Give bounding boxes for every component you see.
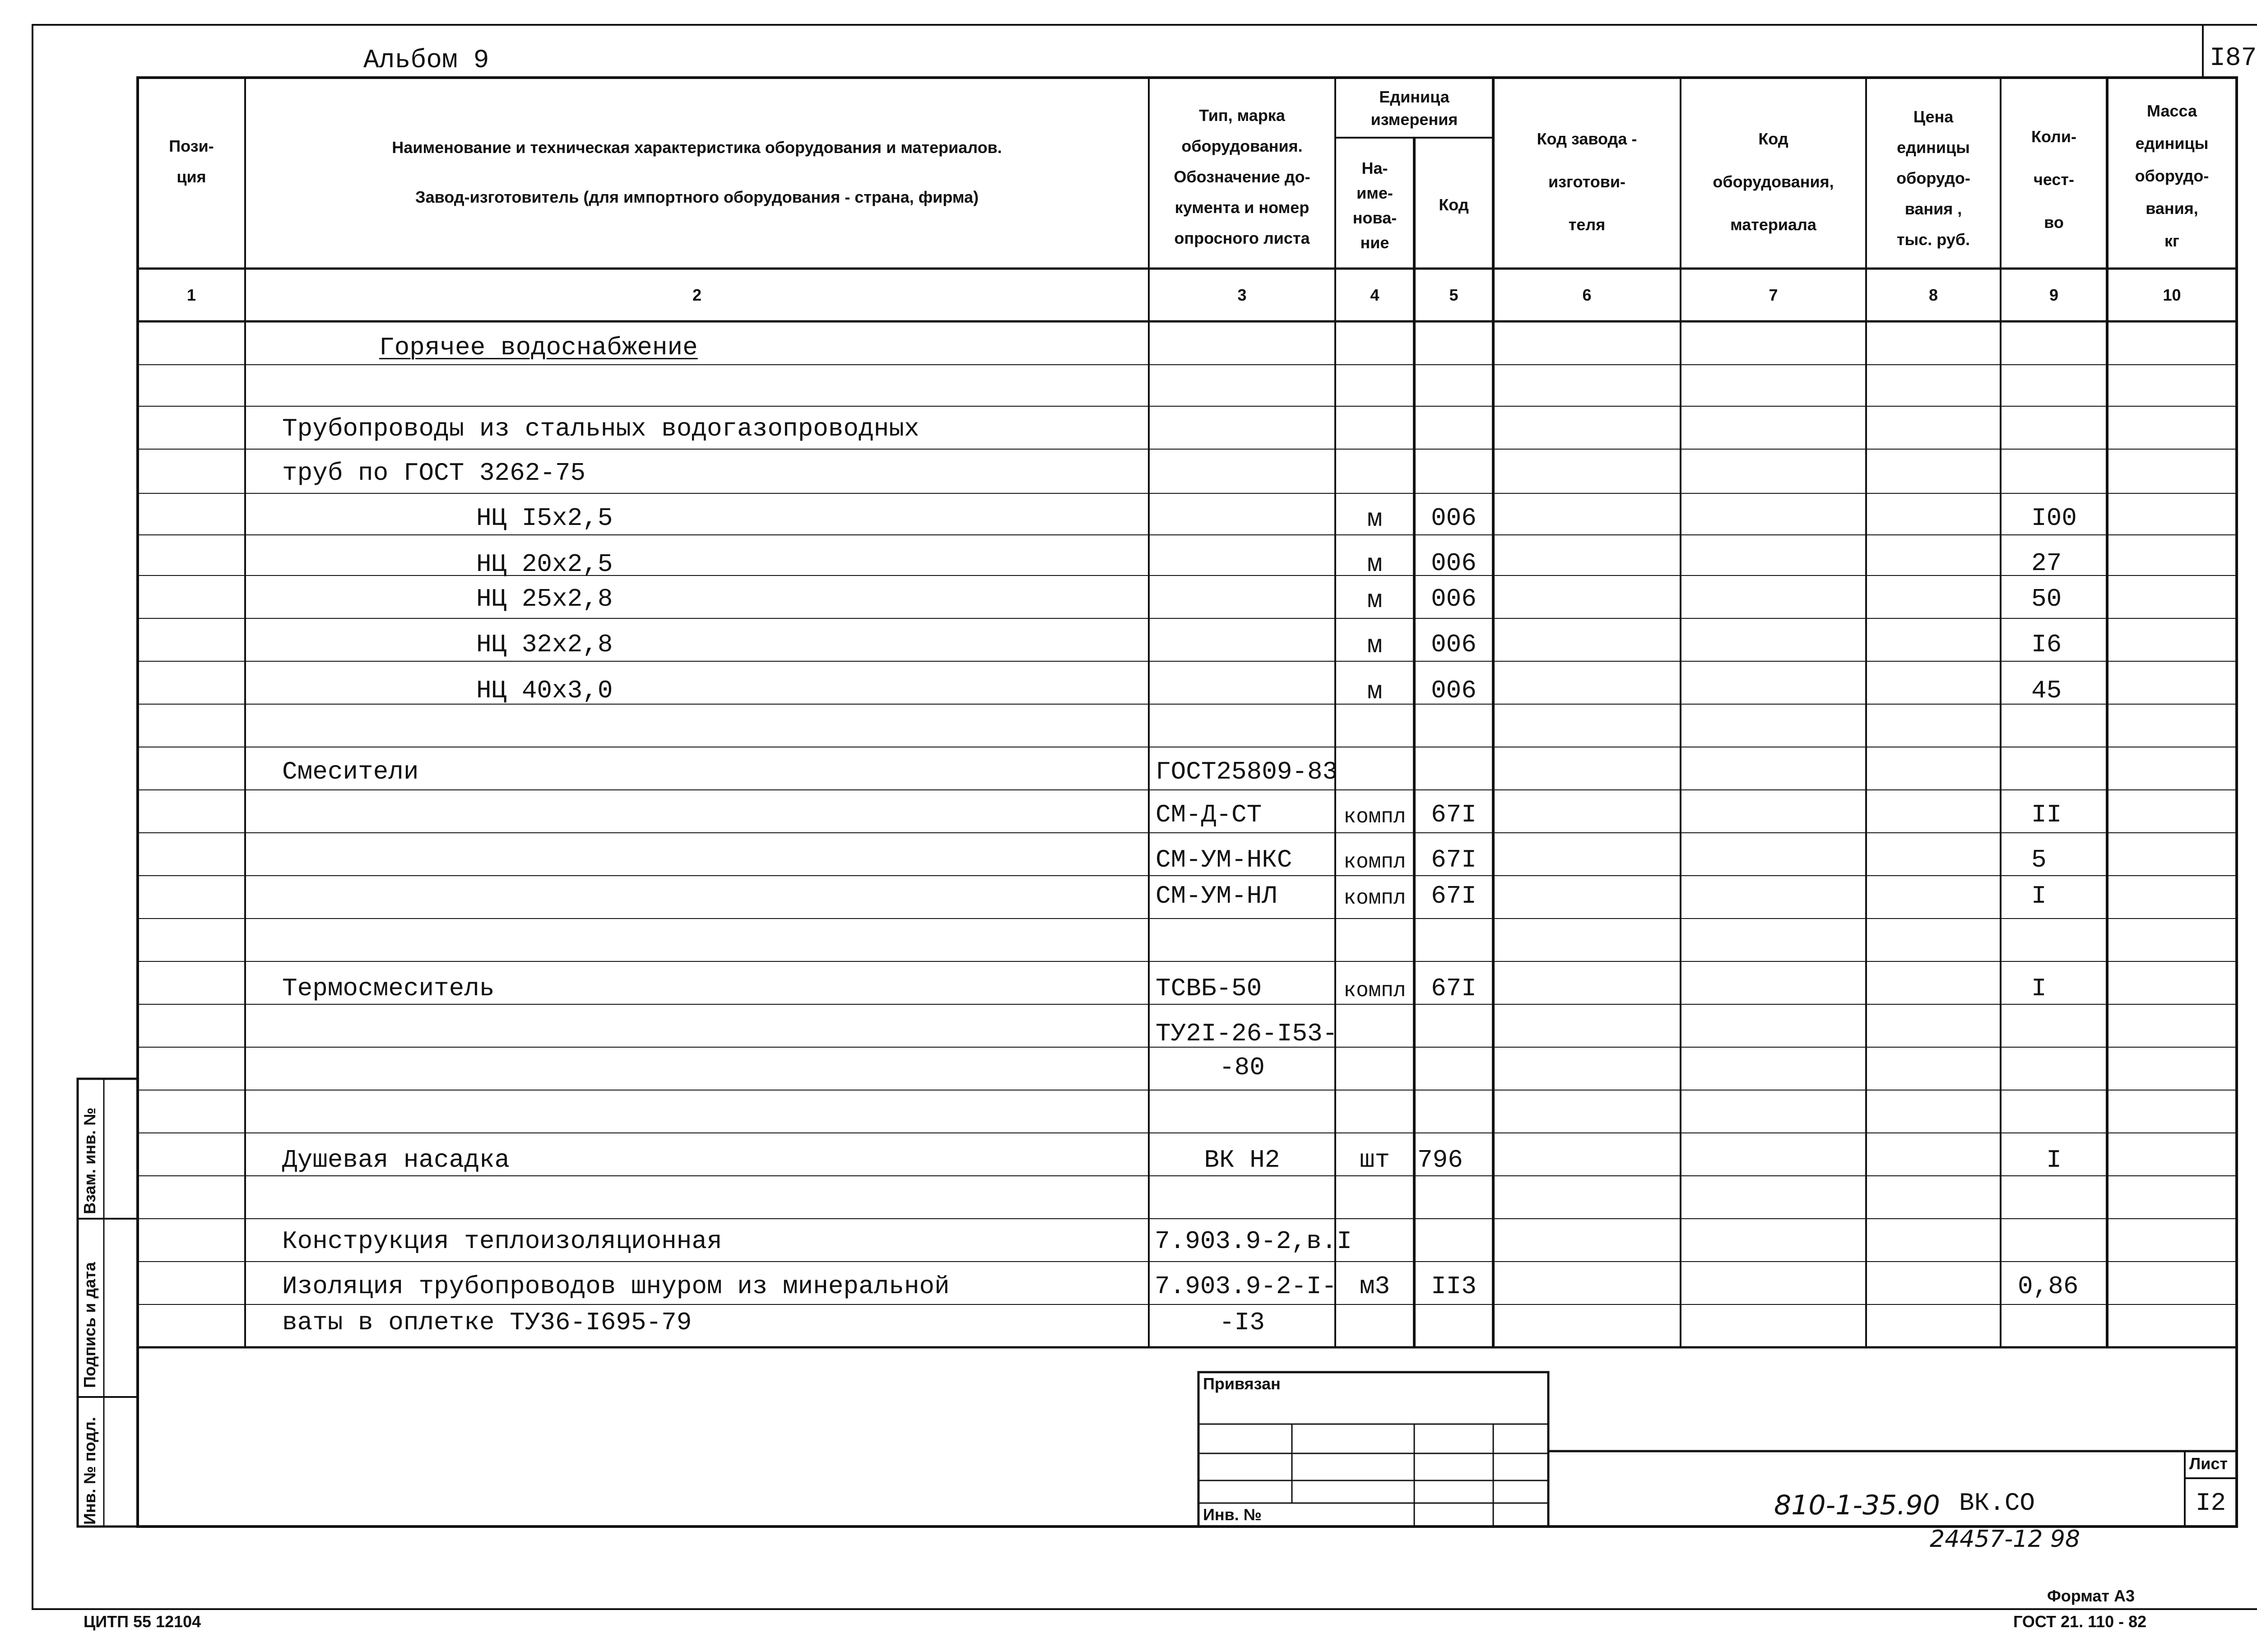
table-row-name: труб по ГОСТ 3262-75	[282, 459, 586, 487]
table-row-code: 006	[1431, 676, 1477, 705]
header-col5: Код	[1439, 195, 1469, 214]
table-row-unit: компл	[1343, 979, 1406, 1002]
table-row-code: 006	[1431, 630, 1477, 659]
gost-label: ГОСТ 21. 110 - 82	[2013, 1612, 2147, 1631]
table-row-qty: 0,86	[2018, 1272, 2079, 1301]
table-row-type: ТСВБ-50	[1156, 974, 1262, 1003]
table-row-name: Изоляция трубопроводов шнуром из минеральной	[282, 1272, 950, 1301]
col-number-7: 7	[1769, 286, 1778, 304]
table-row-qty: I6	[2031, 630, 2062, 659]
table-row-unit: шт	[1359, 1146, 1390, 1174]
header-col7: Код оборудования, материала	[1713, 130, 1834, 234]
table-row-type: -I3	[1219, 1308, 1265, 1337]
col-number-3: 3	[1237, 286, 1247, 304]
format-label: Формат А3	[2047, 1587, 2135, 1605]
sheet-number: I2	[2195, 1489, 2226, 1517]
table-row-qty: 45	[2031, 676, 2062, 705]
col-number-8: 8	[1928, 286, 1938, 304]
table-row-unit: м3	[1359, 1272, 1390, 1301]
table-row-qty: I	[2031, 882, 2047, 910]
col-number-1: 1	[186, 286, 196, 304]
table-row-code: II3	[1431, 1272, 1477, 1301]
col-number-2: 2	[692, 286, 702, 304]
table-row-qty: II	[2031, 800, 2062, 829]
table-row-type: -80	[1219, 1053, 1265, 1082]
table-row-name: НЦ 20x2,5	[476, 550, 613, 579]
table-row-unit: м	[1367, 505, 1383, 534]
side-label-podpis: Подпись и дата	[80, 1262, 99, 1388]
doc-code: 810-1-35.90	[1774, 1490, 1940, 1521]
table-row-qty: 5	[2031, 845, 2047, 874]
table-row-code: 796	[1417, 1146, 1463, 1174]
table-row-code: 67I	[1431, 800, 1477, 829]
side-label-vzam: Взам. инв. №	[80, 1107, 99, 1214]
side-label-inv: Инв. № подл.	[80, 1417, 99, 1525]
table-row-qty: I00	[2031, 504, 2077, 533]
page-number-top: I87	[2210, 44, 2257, 73]
table-row-unit: м	[1367, 550, 1383, 579]
handwritten-number: 24457-12 98	[1930, 1526, 2081, 1553]
table-row-unit: компл	[1343, 850, 1406, 874]
table-row-type: СМ-УМ-НЛ	[1156, 882, 1277, 910]
col-number-6: 6	[1582, 286, 1592, 304]
table-row-name: НЦ 25x2,8	[476, 585, 613, 613]
table-row-type: СМ-УМ-НКС	[1156, 845, 1292, 874]
table-row-unit: м	[1367, 586, 1383, 615]
table-row-type: 7.903.9-2,в.I	[1155, 1227, 1352, 1256]
table-row-type: ВК Н2	[1204, 1146, 1280, 1174]
table-row-name: Смесители	[282, 757, 419, 786]
inv-no-label: Инв. №	[1203, 1505, 1262, 1524]
table-row-code: 006	[1431, 585, 1477, 613]
table-row-name: НЦ 32x2,8	[476, 630, 613, 659]
table-row-unit: компл	[1343, 805, 1406, 829]
table-row-name: Трубопроводы из стальных водогазопроводных	[282, 414, 920, 443]
col-number-10: 10	[2163, 286, 2181, 304]
header-unit: Единица измерения	[1370, 88, 1458, 129]
table-row-type: ГОСТ25809-83	[1156, 757, 1338, 786]
header-col1: Пози- ция	[169, 137, 214, 186]
table-row-qty: I	[2031, 974, 2047, 1003]
table-row-code: 67I	[1431, 845, 1477, 874]
table-row-name: Душевая насадка	[282, 1146, 510, 1174]
header-col3: Тип, марка оборудования. Обозначение до- кумента и номер опросного листа	[1174, 106, 1310, 247]
table-row-name: Термосмеситель	[282, 974, 495, 1003]
privyazan-label: Привязан	[1203, 1374, 1281, 1393]
table-row-unit: компл	[1343, 886, 1406, 910]
header-col6: Код завода - изготови- теля	[1537, 130, 1637, 234]
header-col2: Наименование и техническая характеристика оборудования и материалов. Завод-изготовитель (для импортного оборудования - страна, фирма)	[392, 138, 1002, 206]
header-col8: Цена единицы оборудо- вания , тыс. руб.	[1896, 107, 1970, 249]
table-row-name: Конструкция теплоизоляционная	[282, 1227, 722, 1256]
table-row-code: 67I	[1431, 882, 1477, 910]
table-row-type: ТУ2I-26-I53-	[1156, 1019, 1338, 1048]
table-row-qty: I	[2046, 1146, 2062, 1174]
list-label: Лист	[2189, 1454, 2228, 1473]
album-label: Альбом 9	[363, 46, 489, 75]
table-row-qty: 50	[2031, 585, 2062, 613]
col-number-9: 9	[2049, 286, 2059, 304]
table-row-name: Горячее водоснабжение	[379, 333, 698, 362]
table-row-name: НЦ 40x3,0	[476, 676, 613, 705]
header-col10: Масса единицы оборудо- вания, кг	[2135, 102, 2209, 250]
table-row-code: 67I	[1431, 974, 1477, 1003]
table-row-name: НЦ I5x2,5	[476, 504, 613, 533]
table-row-code: 006	[1431, 504, 1477, 533]
table-row-name: ваты в оплетке ТУ36-I695-79	[282, 1308, 692, 1337]
header-col4: На- име- нова- ние	[1352, 159, 1397, 252]
col-number-4: 4	[1370, 286, 1379, 304]
table-row-unit: м	[1367, 677, 1383, 706]
table-row-unit: м	[1367, 631, 1383, 660]
doc-suffix: ВК.СО	[1959, 1489, 2035, 1517]
table-row-code: 006	[1431, 549, 1477, 578]
header-col9: Коли- чест- во	[2031, 127, 2077, 232]
table-row-type: 7.903.9-2-I-	[1155, 1272, 1337, 1301]
table-row-qty: 27	[2031, 549, 2062, 578]
footer-left: ЦИТП 55 12104	[84, 1612, 201, 1631]
table-row-type: СМ-Д-СТ	[1156, 800, 1262, 829]
col-number-5: 5	[1449, 286, 1458, 304]
